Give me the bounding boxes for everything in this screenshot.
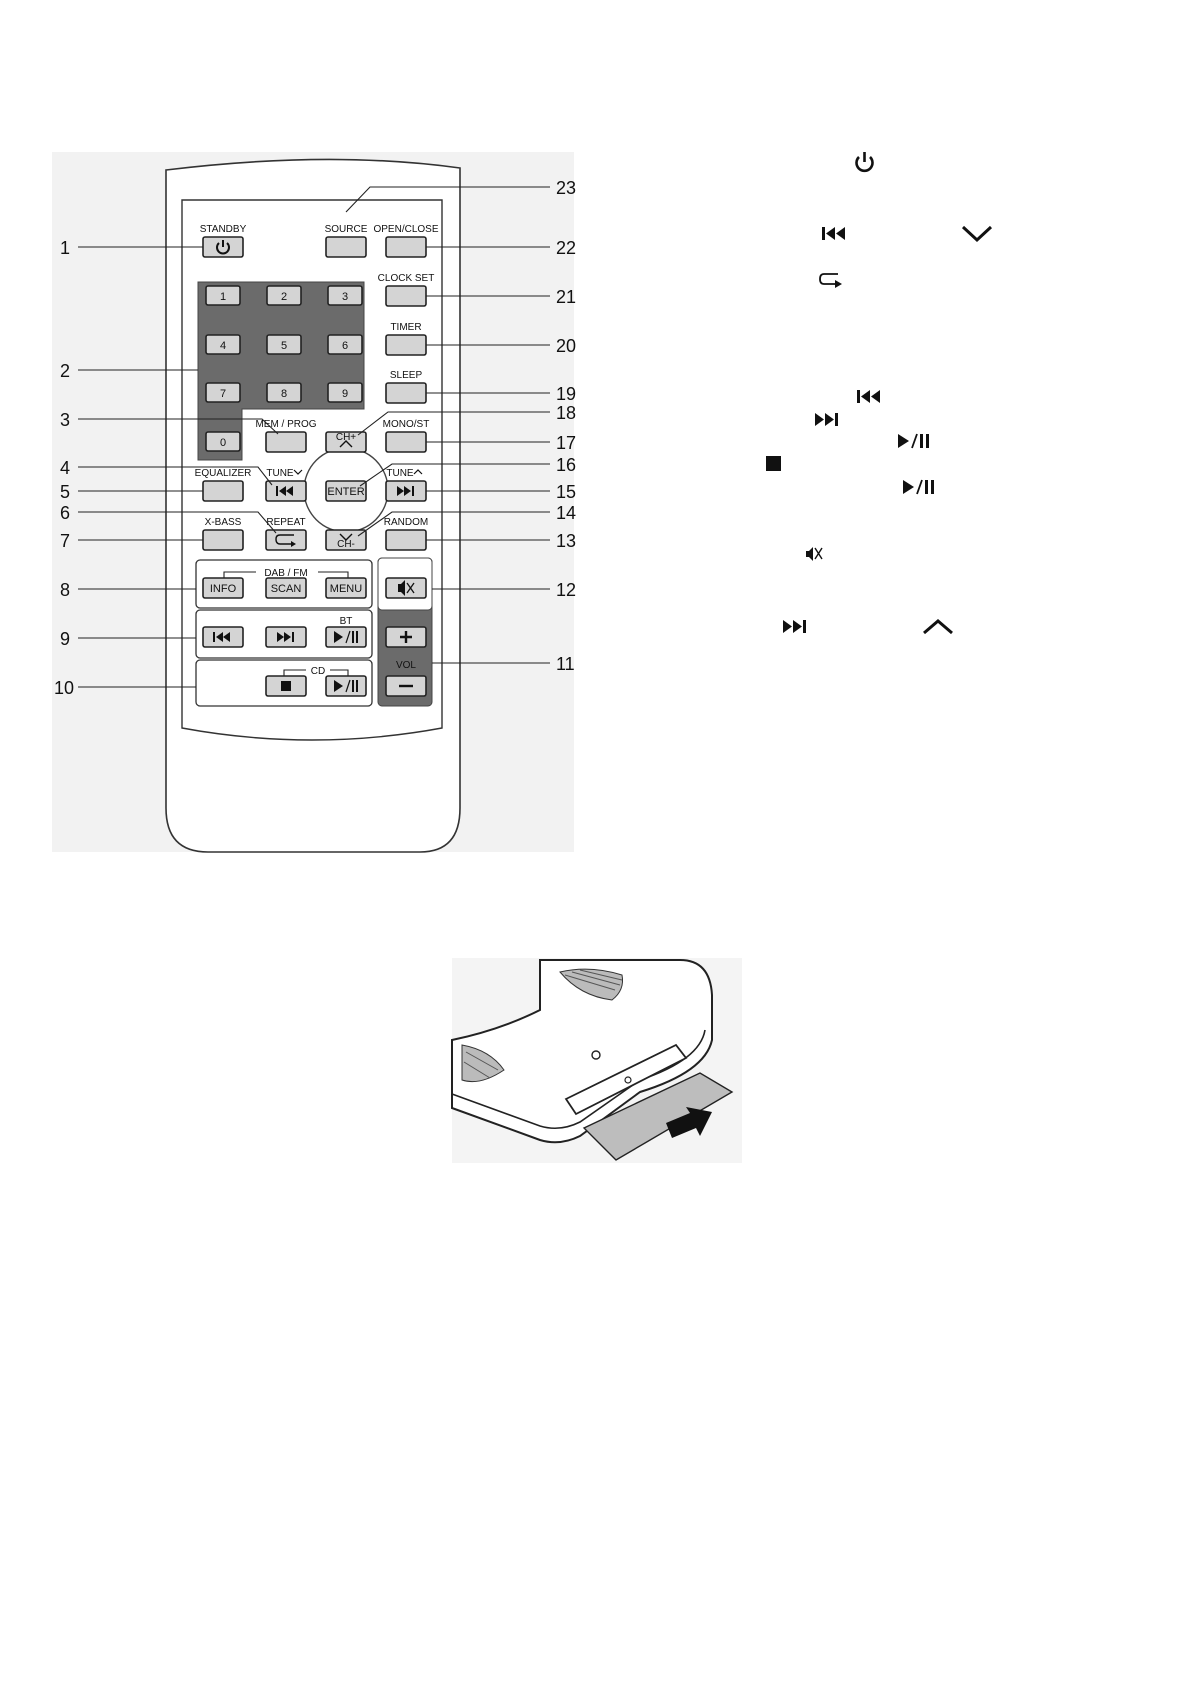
callout-number: 15 bbox=[556, 482, 577, 502]
bt-play-pause-button[interactable] bbox=[326, 627, 366, 647]
scan-label: SCAN bbox=[270, 583, 302, 595]
ch-plus-label: CH+ bbox=[335, 432, 357, 443]
timer-label: TIMER bbox=[390, 322, 422, 333]
stop-icon bbox=[766, 456, 781, 471]
enter-label: ENTER bbox=[327, 486, 365, 498]
digit-label: 0 bbox=[219, 437, 227, 449]
repeat-label: REPEAT bbox=[266, 517, 306, 528]
digit-label: 8 bbox=[280, 388, 288, 400]
skip-forward-icon bbox=[815, 413, 838, 426]
callout-number: 2 bbox=[59, 361, 70, 381]
callout-number: 8 bbox=[59, 580, 70, 600]
bt-label: BT bbox=[339, 616, 353, 627]
cd-label: CD bbox=[310, 666, 326, 677]
volume-down-button[interactable] bbox=[386, 676, 426, 696]
source-label: SOURCE bbox=[324, 224, 368, 235]
callout-number: 7 bbox=[59, 531, 70, 551]
stop-icon bbox=[281, 681, 291, 691]
callout-number: 3 bbox=[59, 410, 70, 430]
open-close-button[interactable] bbox=[386, 237, 426, 257]
sleep-label: SLEEP bbox=[389, 370, 423, 381]
dab-fm-label: DAB / FM bbox=[264, 568, 308, 579]
chevron-down-icon bbox=[963, 227, 991, 240]
bt-prev-button[interactable] bbox=[203, 627, 243, 647]
x-bass-button[interactable] bbox=[203, 530, 243, 550]
cd-play-pause-button[interactable] bbox=[326, 676, 366, 696]
callout-number: 11 bbox=[556, 654, 575, 674]
callout-number: 10 bbox=[53, 678, 74, 698]
callout-number: 13 bbox=[556, 531, 577, 551]
volume-up-button[interactable] bbox=[386, 627, 426, 647]
digit-label: 7 bbox=[219, 388, 227, 400]
vol-label: VOL bbox=[395, 660, 417, 671]
digit-label: 4 bbox=[219, 340, 227, 352]
ch-minus-label: CH- bbox=[337, 539, 355, 550]
power-icon bbox=[857, 152, 873, 171]
mute-button[interactable] bbox=[386, 578, 426, 598]
callout-number: 9 bbox=[59, 629, 70, 649]
callout-number: 20 bbox=[556, 336, 577, 356]
mem-prog-button[interactable] bbox=[266, 432, 306, 452]
callout-number: 16 bbox=[556, 455, 577, 475]
random-label: RANDOM bbox=[383, 517, 429, 528]
digit-label: 9 bbox=[341, 388, 349, 400]
source-button[interactable] bbox=[326, 237, 366, 257]
tune-up-button[interactable] bbox=[386, 481, 426, 501]
callout-number: 5 bbox=[59, 482, 70, 502]
callout-number: 1 bbox=[59, 238, 70, 258]
icon-legend bbox=[766, 152, 991, 633]
equalizer-button[interactable] bbox=[203, 481, 243, 501]
equalizer-label: EQUALIZER bbox=[194, 468, 252, 479]
chevron-up-icon bbox=[924, 621, 952, 633]
callout-number: 6 bbox=[59, 503, 70, 523]
battery-tab-illustration bbox=[452, 958, 742, 1163]
timer-button[interactable] bbox=[386, 335, 426, 355]
random-button[interactable] bbox=[386, 530, 426, 550]
mono-st-label: MONO/ST bbox=[382, 419, 430, 430]
callout-number: 22 bbox=[556, 238, 577, 258]
info-label: INFO bbox=[209, 583, 237, 595]
menu-label: MENU bbox=[329, 583, 363, 595]
tune-down-label: TUNE bbox=[266, 468, 294, 479]
callout-number: 12 bbox=[556, 580, 577, 600]
standby-button[interactable] bbox=[203, 237, 243, 257]
callout-number: 23 bbox=[556, 178, 577, 198]
play-pause-icon bbox=[898, 434, 929, 448]
standby-label: STANDBY bbox=[199, 224, 247, 235]
tune-down-button[interactable] bbox=[266, 481, 306, 501]
digit-label: 5 bbox=[280, 340, 288, 352]
repeat-button[interactable] bbox=[266, 530, 306, 550]
skip-back-icon bbox=[822, 227, 845, 240]
callout-number: 14 bbox=[556, 503, 577, 523]
callout-number: 21 bbox=[556, 287, 577, 307]
open-close-label: OPEN/CLOSE bbox=[373, 224, 439, 235]
sleep-button[interactable] bbox=[386, 383, 426, 403]
mute-icon bbox=[806, 547, 822, 561]
digit-label: 3 bbox=[341, 291, 349, 303]
repeat-icon bbox=[820, 274, 842, 288]
x-bass-label: X-BASS bbox=[204, 517, 242, 528]
digit-label: 2 bbox=[280, 291, 288, 303]
mono-st-button[interactable] bbox=[386, 432, 426, 452]
digit-label: 6 bbox=[341, 340, 349, 352]
bt-next-button[interactable] bbox=[266, 627, 306, 647]
cd-stop-button[interactable] bbox=[266, 676, 306, 696]
digit-label: 1 bbox=[219, 291, 227, 303]
play-pause-icon bbox=[903, 480, 934, 494]
callout-number: 18 bbox=[556, 403, 577, 423]
callout-number: 4 bbox=[59, 458, 70, 478]
skip-back-icon bbox=[857, 390, 880, 403]
clock-set-button[interactable] bbox=[386, 286, 426, 306]
mem-prog-label: MEM / PROG bbox=[255, 419, 317, 430]
tune-up-label: TUNE bbox=[386, 468, 414, 479]
callout-number: 19 bbox=[556, 384, 577, 404]
clock-set-label: CLOCK SET bbox=[377, 273, 435, 284]
callout-number: 17 bbox=[556, 433, 577, 453]
skip-forward-icon bbox=[783, 620, 806, 633]
